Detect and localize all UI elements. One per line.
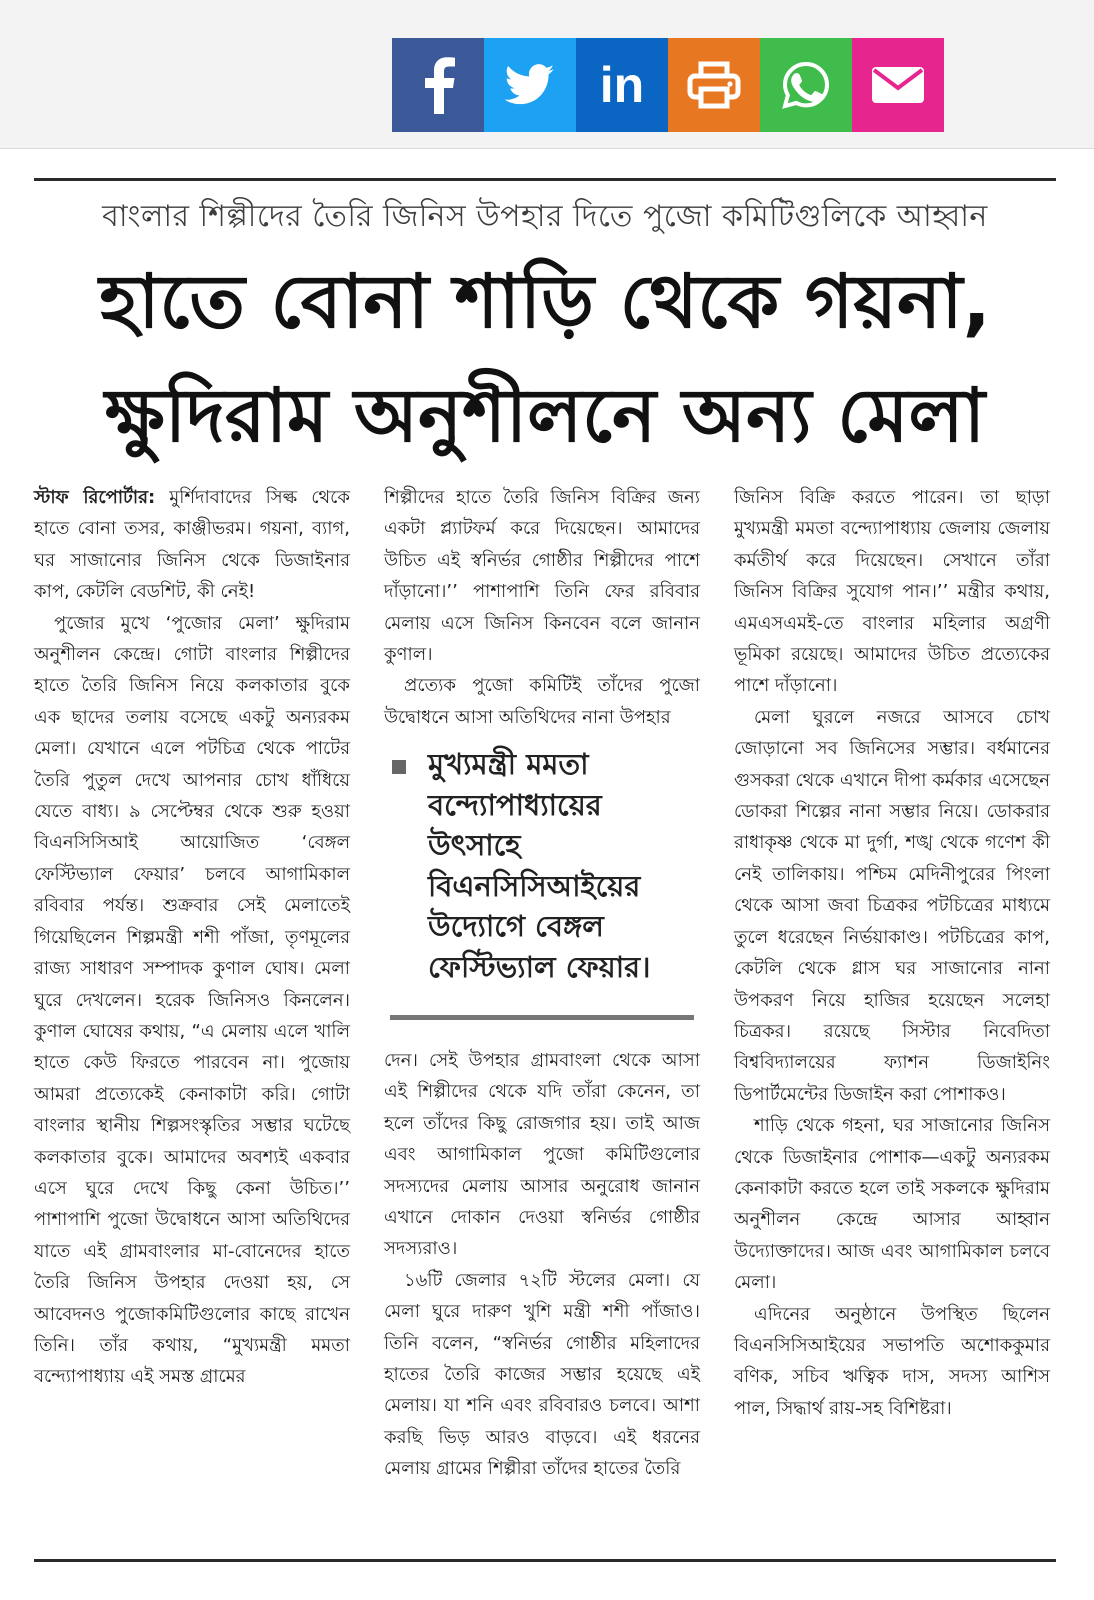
top-rule bbox=[34, 178, 1056, 181]
column-3 bbox=[734, 482, 1050, 1424]
printer-icon bbox=[687, 61, 741, 109]
column-2-bottom bbox=[384, 1045, 700, 1485]
pull-quote-rule bbox=[390, 1015, 694, 1020]
newspaper-clipping bbox=[12, 170, 1078, 1570]
facebook-share-button[interactable] bbox=[392, 38, 484, 132]
print-button[interactable] bbox=[668, 38, 760, 132]
pull-quote-text: মুখ্যমন্ত্রী মমতা বন্দ্যোপাধ্যায়ের উৎসাহে বিএনসিসিআইয়ের উদ্যোগে বেঙ্গল ফেস্টিভ্যাল ফেয়ার। bbox=[428, 747, 651, 984]
share-buttons bbox=[392, 38, 944, 132]
paragraph: এদিনের অনুষ্ঠানে উপস্থিত ছিলেন বিএনসিসিআইয়ের সভাপতি অশোককুমার বণিক, সচিব ঋত্বিক দাস, সদস্য আশিস পাল, সিদ্ধার্থ রায়-সহ বিশিষ্টরা। bbox=[734, 1303, 1050, 1419]
headline-line-1: হাতে বোনা শাড়ি থেকে গয়না, bbox=[99, 259, 991, 345]
whatsapp-icon bbox=[781, 60, 831, 110]
paragraph: প্রত্যেক পুজো কমিটিই তাঁদের পুজো উদ্বোধনে আসা অতিথিদের নানা উপহার bbox=[384, 675, 700, 728]
column-2-top bbox=[384, 482, 700, 733]
share-bar bbox=[0, 0, 1094, 149]
twitter-icon bbox=[505, 64, 555, 106]
paragraph-text: মুর্শিদাবাদের সিল্ক থেকে হাতে বোনা তসর, কাঞ্জীভরম। গয়না, ব্যাগ, ঘর সাজানোর জিনিস থেকে ডিজাইনার কাপ, কেটলি বেডশিট, কী নেই! bbox=[34, 487, 350, 603]
twitter-share-button[interactable] bbox=[484, 38, 576, 132]
paragraph: শাড়ি থেকে গহনা, ঘর সাজানোর জিনিস থেকে ডিজাইনার পোশাক—একটু অন্যরকম কেনাকাটা করতে হলে তাই সকলকে ক্ষুদিরাম অনুশীলন কেন্দ্রে আসার আহ্বান উদ্যোক্তাদের। আজ এবং আগামিকাল চলবে মেলা। bbox=[734, 1115, 1050, 1294]
linkedin-icon: in bbox=[599, 57, 645, 113]
paragraph: পুজোর মুখে ‘পুজোর মেলা’ ক্ষুদিরাম অনুশীলন কেন্দ্রে। গোটা বাংলার শিল্পীদের হাতে তৈরি জিনিস নিয়ে কলকাতার বুকে এক ছাদের তলায় বসেছে একটু অন্যরকম মেলা। যেখানে এলে পটচিত্র থেকে পাটের তৈরি পুতুল দেখে আপনার চোখ ধাঁধিয়ে যেতে বাধ্য। ৯ সেপ্টেম্বর থেকে শুরু হওয়া বিএনসিসিআই আয়োজিত ‘বেঙ্গল ফেস্টিভ্যাল ফেয়ার’ চলবে আগামিকাল রবিবার পর্যন্ত। শুক্রবার সেই মেলাতেই গিয়েছিলেন শিল্পমন্ত্রী শশী পাঁজা, তৃণমূলের রাজ্য সাধারণ সম্পাদক কুণাল ঘোষ। মেলা ঘুরে দেখলেন। হরেক জিনিসও কিনলেন। কুণাল ঘোষের কথায়, “এ মেলায় এলে খালি হাতে কেউ ফিরতে পারবেন না। পুজোয় আমরা প্রত্যেকেই কেনাকাটা করি। গোটা বাংলার স্থানীয় শিল্পসংস্কৃতির সম্ভার ঘটেছে কলকাতার বুকে। আমাদের অবশ্যই একবার এসে ঘুরে দেখে কিছু কেনা উচিত।’’ পাশাপাশি পুজো উদ্বোধনে আসা অতিথিদের যাতে এই গ্রামবাংলার মা-বোনেদের হাতে তৈরি জিনিস উপহার দেওয়া হয়, সে আবেদনও পুজোকমিটিগুলোর কাছে রাখেন তিনি। তাঁর কথায়, “মুখ্যমন্ত্রী মমতা বন্দ্যোপাধ্যায় এই সমস্ত গ্রামের bbox=[34, 612, 350, 1388]
bottom-rule bbox=[34, 1559, 1056, 1562]
article-kicker: বাংলার শিল্পীদের তৈরি জিনিস উপহার দিতে পুজো কমিটিগুলিকে আহ্বান bbox=[102, 199, 988, 234]
headline-line-2: ক্ষুদিরাম অনুশীলনে অন্য মেলা bbox=[104, 373, 986, 459]
pull-quote bbox=[384, 740, 700, 1020]
linkedin-share-button[interactable] bbox=[576, 38, 668, 132]
email-share-button[interactable] bbox=[852, 38, 944, 132]
paragraph bbox=[34, 482, 350, 608]
byline: স্টাফ রিপোর্টার: bbox=[34, 487, 156, 508]
column-1 bbox=[34, 482, 350, 1393]
paragraph: ১৬টি জেলার ৭২টি স্টলের মেলা। যে মেলা ঘুরে দারুণ খুশি মন্ত্রী শশী পাঁজাও। তিনি বলেন, “স্বনির্ভর গোষ্ঠীর মহিলাদের হাতের তৈরি কাজের সম্ভার হয়েছে এই মেলায়। যা শনি এবং রবিবারও চলবে। আশা করছি ভিড় আরও বাড়বে। এই ধরনের মেলায় গ্রামের শিল্পীরা তাঁদের হাতের তৈরি bbox=[384, 1269, 700, 1480]
facebook-icon bbox=[418, 56, 458, 114]
paragraph: মেলা ঘুরলে নজরে আসবে চোখ জোড়ানো সব জিনিসের সম্ভার। বর্ধমানের গুসকরা থেকে এখানে দীপা কর্মকার এসেছেন ডোকরা শিল্পের নানা সম্ভার নিয়ে। ডোকরার রাধাকৃষ্ণ থেকে মা দুর্গা, শঙ্খ থেকে গণেশ কী নেই তালিকায়। পশ্চিম মেদিনীপুরের পিংলা থেকে আসা জবা চিত্রকর পটচিত্রের মাধ্যমে তুলে ধরেছেন নির্ভয়াকাণ্ড। পটচিত্রের কাপ, কেটলি থেকে গ্লাস ঘর সাজানোর নানা উপকরণ নিয়ে হাজির হয়েছেন সলেহা চিত্রকর। রয়েছে সিস্টার নিবেদিতা বিশ্ববিদ্যালয়ের ফ্যাশন ডিজাইনিং ডিপার্টমেন্টের ডিজাইন করা পোশাকও। bbox=[734, 706, 1050, 1105]
whatsapp-share-button[interactable] bbox=[760, 38, 852, 132]
paragraph: জিনিস বিক্রি করতে পারেন। তা ছাড়া মুখ্যমন্ত্রী মমতা বন্দ্যোপাধ্যায় জেলায় জেলায় কর্মতীর্থ করে দিয়েছেন। সেখানে তাঁরা জিনিস বিক্রির সুযোগ পান।’’ মন্ত্রীর কথায়, এমএসএমই-তে বাংলার মহিলার অগ্রণী ভূমিকা রয়েছে। আমাদের উচিত প্রত্যেকের পাশে দাঁড়ানো। bbox=[734, 487, 1050, 697]
paragraph: দেন। সেই উপহার গ্রামবাংলা থেকে আসা এই শিল্পীদের থেকে যদি তাঁরা কেনেন, তা হলে তাঁদের কিছু রোজগার হয়। তাই আজ এবং আগামিকাল পুজো কমিটিগুলোর সদস্যদের মেলায় আসার অনুরোধ জানান এখানে দোকান দেওয়া স্বনির্ভর গোষ্ঠীর সদস্যরাও। bbox=[384, 1050, 700, 1260]
paragraph: শিল্পীদের হাতে তৈরি জিনিস বিক্রির জন্য একটা প্ল্যাটফর্ম করে দিয়েছেন। আমাদের উচিত এই স্বনির্ভর গোষ্ঠীর শিল্পীদের পাশে দাঁড়ানো।’’ পাশাপাশি তিনি ফের রবিবার মেলায় এসে জিনিস কিনবেন বলে জানান কুণাল। bbox=[384, 487, 700, 666]
bullet-square-icon bbox=[392, 760, 406, 774]
envelope-icon bbox=[870, 65, 926, 105]
